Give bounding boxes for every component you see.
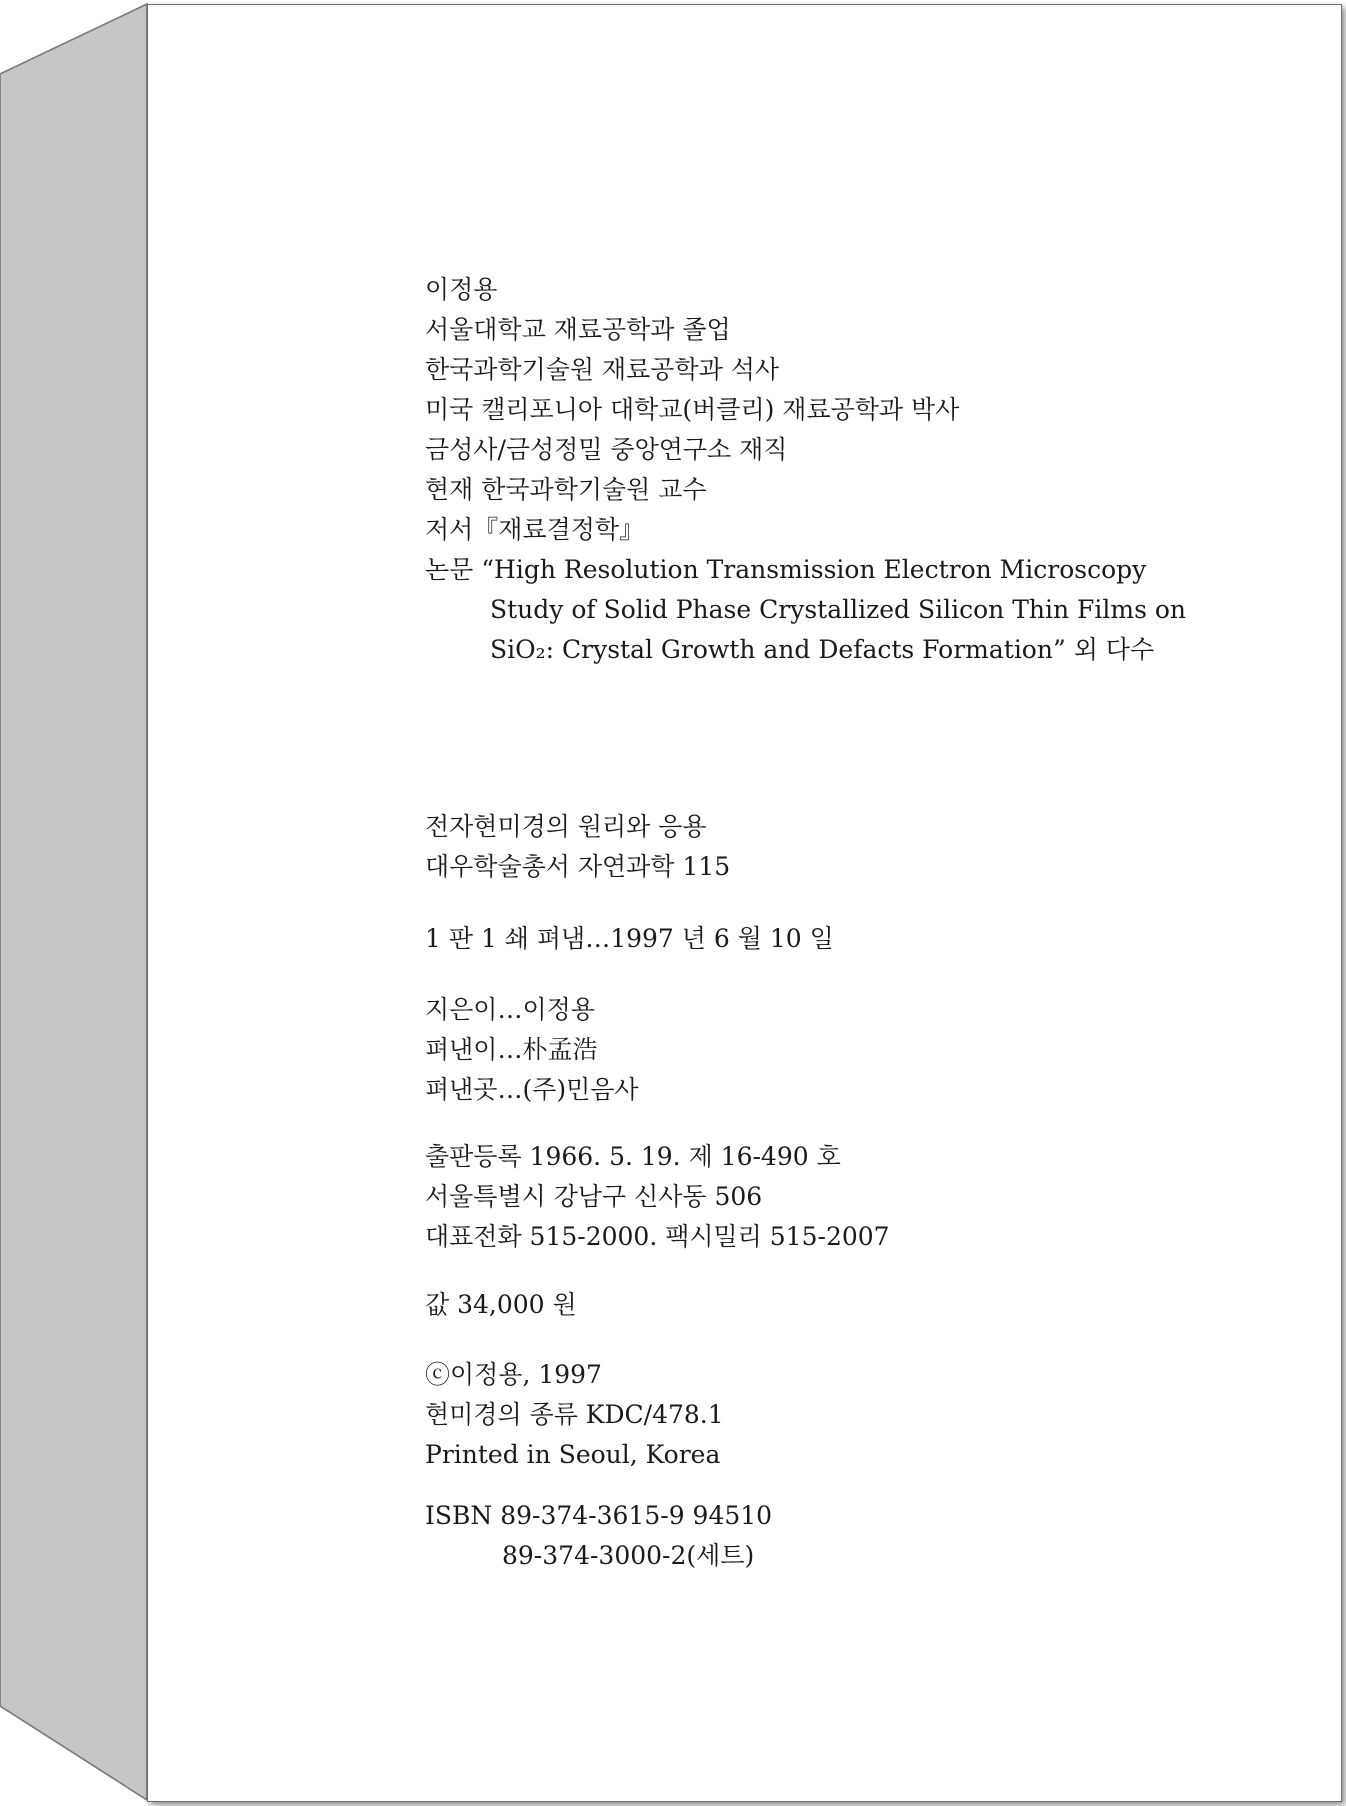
paper-line: 논문 “High Resolution Transmission Electron Microscopy: [425, 555, 1147, 584]
paper-line: SiO₂: Crystal Growth and Defacts Formation” 외 다수: [490, 635, 1155, 664]
registration-line: 출판등록 1966. 5. 19. 제 16-490 호: [425, 1142, 841, 1171]
copyright-info: [425, 1355, 724, 1475]
classification-line: 현미경의 종류 KDC/478.1: [425, 1400, 724, 1429]
phone-line: 대표전화 515-2000. 팩시밀리 515-2007: [425, 1222, 890, 1251]
price-line: 값 34,000 원: [425, 1290, 577, 1319]
book-info: [425, 807, 730, 887]
bio-line: 금성사/금성정밀 중앙연구소 재직: [425, 435, 788, 464]
isbn-info: [425, 1496, 772, 1576]
isbn-line: ISBN 89-374-3615-9 94510: [425, 1501, 773, 1530]
author-credit: 지은이…이정용: [425, 995, 595, 1024]
printed-line: Printed in Seoul, Korea: [425, 1440, 721, 1469]
bio-line: 현재 한국과학기술원 교수: [425, 475, 707, 504]
series-line: 대우학술총서 자연과학 115: [425, 852, 731, 881]
paper-line: Study of Solid Phase Crystallized Silicon Thin Films on: [490, 595, 1187, 624]
publisher-credit: 펴낸곳…(주)민음사: [425, 1075, 639, 1104]
bio-line: 서울대학교 재료공학과 졸업: [425, 315, 731, 344]
author-name: 이정용: [425, 275, 498, 304]
price-info: [425, 1285, 577, 1325]
bio-line: 저서『재료결정학』: [425, 515, 645, 544]
copyright-page: [147, 4, 1342, 1802]
edition-info: [425, 919, 834, 959]
publisher-info: [425, 1137, 890, 1257]
isbn-set-line: 89-374-3000-2(세트): [502, 1541, 755, 1570]
publisher-person-credit: 펴낸이…朴孟浩: [425, 1035, 598, 1064]
edition-line: 1 판 1 쇄 펴냄…1997 년 6 월 10 일: [425, 924, 834, 953]
author-bio: [425, 270, 1186, 670]
copyright-line: ⓒ이정용, 1997: [425, 1360, 602, 1389]
credits: [425, 990, 639, 1110]
address-line: 서울특별시 강남구 신사동 506: [425, 1182, 763, 1211]
bio-line: 미국 캘리포니아 대학교(버클리) 재료공학과 박사: [425, 395, 960, 424]
book-title: 전자현미경의 원리와 응용: [425, 812, 707, 841]
bio-line: 한국과학기술원 재료공학과 석사: [425, 355, 779, 384]
